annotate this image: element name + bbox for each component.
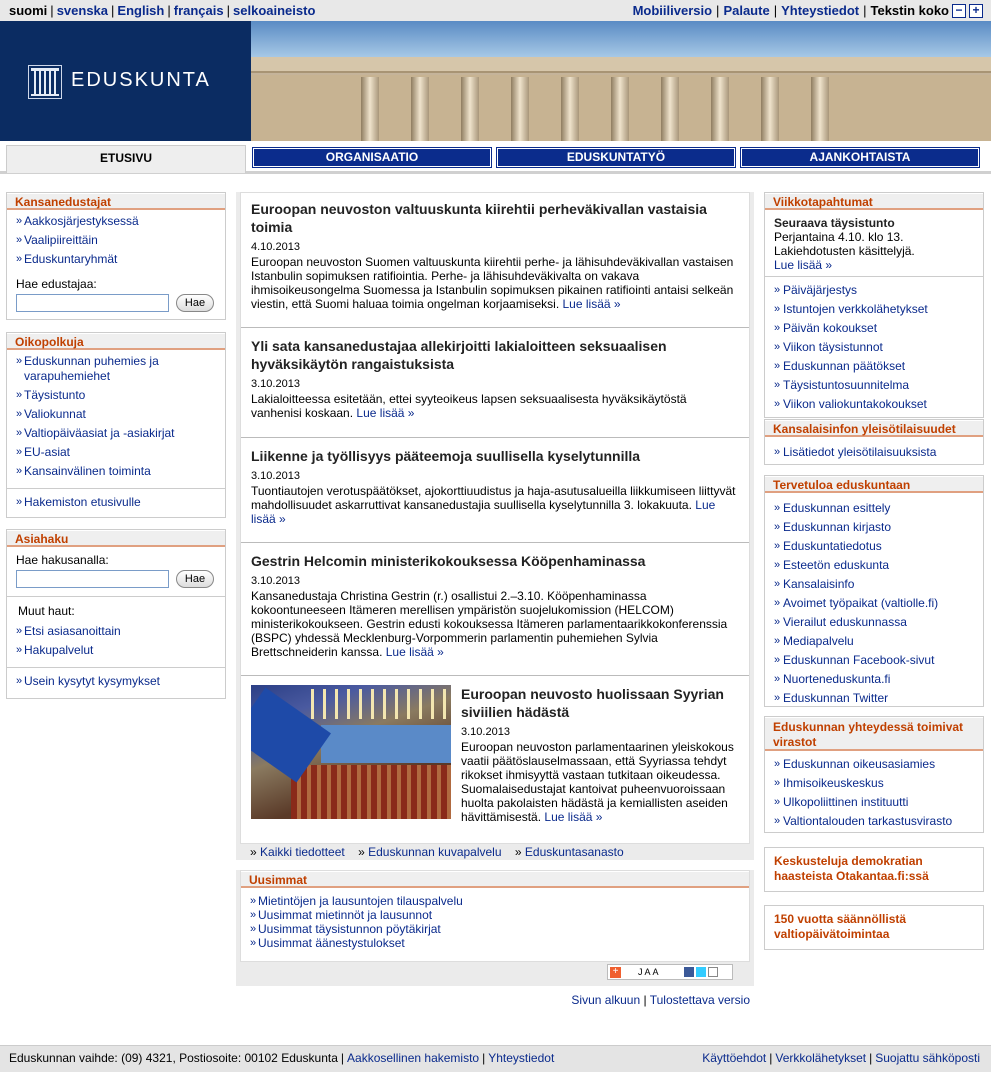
footer-contact-link[interactable]: Yhteystiedot — [488, 1051, 555, 1065]
list-item[interactable]: » Valtiontalouden tarkastusvirasto — [774, 812, 975, 831]
photo-service-link[interactable]: Eduskunnan kuvapalvelu — [368, 845, 502, 859]
addthis-plus-icon[interactable]: + — [610, 967, 621, 978]
secure-email-link[interactable]: Suojattu sähköposti — [875, 1051, 980, 1065]
list-item[interactable]: » Vaalipiireittäin — [16, 231, 217, 250]
news-body: Kansanedustaja Christina Gestrin (r.) osallistui 2.–3.10. Kööpenhaminassa kokoontuneeseen Itämeren merellisen ympäristön suojelukomission (HELCOM) ministerikokoukseen. Gestrin edusti kokouksessa Itämeren parlamentaarikkokonferenssia (BSPC) yhdessä Mecklenburg-Vorpommerin parlamentin puhemiehen Sylvia Brettschneiderin kanssa. — [251, 589, 728, 659]
list-item[interactable]: » Mietintöjen ja lausuntojen tilauspalvelu — [250, 894, 741, 908]
news-item — [241, 193, 749, 328]
list-item[interactable]: » Valtiopäiväasiat ja -asiakirjat — [16, 424, 217, 443]
newest-box-title: Uusimmat — [241, 871, 749, 888]
list-item[interactable]: » Uusimmat mietinnöt ja lausunnot — [250, 908, 741, 922]
news-title[interactable]: Yli sata kansanedustajaa allekirjoitti lakialoitteen seksuaalisen hyväksikäytön rangaistuksista — [251, 338, 667, 372]
share-label[interactable]: JAA — [638, 967, 661, 977]
news-footer-links: » Kaikki tiedotteet » Eduskunnan kuvapalvelu » Eduskuntasanasto — [250, 845, 624, 859]
news-date: 3.10.2013 — [251, 575, 300, 587]
share-bar[interactable] — [607, 964, 733, 980]
list-item[interactable]: » Eduskunnan puhemies ja varapuhemiehet — [16, 352, 217, 386]
text-size-label: Tekstin koko — [870, 3, 949, 18]
doc-search-box — [6, 529, 226, 699]
lang-suomi[interactable]: suomi — [9, 3, 48, 18]
news-list — [240, 192, 750, 844]
search-mp-label: Hae edustajaa: — [16, 277, 97, 291]
shortcuts-box — [6, 332, 226, 518]
news-body: Euroopan neuvoston parlamentaarinen yleiskokous vaatii päätöslauselmassaan, että Syyriassa tehdyt rikokset ihmisyyttä vastaan tutkitaan oikeudessa. Suomalaisedustajat kantoivat puheenvuoroissaan huolta pakolaisten hädästä ja kemiallisten aseiden hävittämisestä. — [461, 740, 734, 824]
mobile-version-link[interactable]: Mobiiliversio — [632, 3, 713, 18]
read-more-link[interactable]: Lue lisää » — [356, 406, 415, 420]
tab-ajankohtaista[interactable]: AJANKOHTAISTA — [741, 148, 979, 167]
week-events-title: Viikkotapahtumat — [765, 193, 983, 210]
next-session-text: Perjantaina 4.10. klo 13. Lakiehdotusten käsittelyjä. — [774, 230, 915, 258]
list-item[interactable]: » Eduskunnan oikeusasiamies — [774, 755, 975, 774]
news-title[interactable]: Euroopan neuvosto huolissaan Syyrian siviilien hädästä — [461, 686, 724, 720]
read-more-link[interactable]: Lue lisää » — [562, 297, 621, 311]
list-item[interactable]: » Eduskunnan Facebook-sivut — [774, 651, 975, 670]
parliament-logo-icon[interactable] — [28, 65, 62, 99]
next-session-title: Seuraava täysistunto — [774, 216, 895, 230]
search-mp-button[interactable]: Hae — [176, 294, 214, 312]
webcasts-link[interactable]: Verkkolähetykset — [775, 1051, 867, 1065]
list-item[interactable]: » Eduskuntaryhmät — [16, 250, 217, 269]
main-navigation — [0, 141, 991, 174]
news-body: Tuontiautojen verotuspäätökset, ajokorttiuudistus ja haja-asutusalueilla liikkumiseen liittyvät mahdollisuudet askarruttivat kansanedustajia suullisella kyselytunnilla 3. lokakuuta. — [251, 484, 736, 512]
welcome-box — [764, 475, 984, 707]
list-item[interactable]: » Hakupalvelut — [16, 641, 217, 660]
news-date: 4.10.2013 — [251, 241, 300, 253]
all-releases-link[interactable]: Kaikki tiedotteet — [260, 845, 345, 859]
week-events-box — [764, 192, 984, 418]
mps-box-title: Kansanedustajat — [7, 193, 225, 210]
list-item[interactable]: » Uusimmat täysistunnon pöytäkirjat — [250, 922, 741, 936]
list-item[interactable]: » Eduskuntatiedotus — [774, 537, 975, 556]
news-date: 3.10.2013 — [251, 378, 300, 390]
feedback-link[interactable]: Palaute — [723, 3, 770, 18]
list-item[interactable]: » Istuntojen verkkolähetykset — [774, 300, 975, 319]
news-body: Euroopan neuvoston Suomen valtuuskunta kiirehtii perhe- ja lähisuhdeväkivallan vastaisen Istanbulin sopimuksen ratifiointia. Perhe- ja lähisuhdeväkivalta on vakava ihmisoikeusongelma Suomessa ja Istanbulin sopimuksen pikainen ratifiointi antaisi selkeän viestin, että Suomi haluaa toimia ongelman korjaamiseksi. — [251, 255, 734, 311]
email-icon[interactable] — [708, 967, 718, 977]
utility-links: Mobiiliversio | Palaute | Yhteystiedot | Tekstin koko − + — [633, 0, 983, 21]
tab-eduskuntatyo[interactable]: EDUSKUNTATYÖ — [497, 148, 735, 167]
list-item[interactable]: » Eduskunnan esittely — [774, 499, 975, 518]
list-item[interactable]: » Eduskunnan Twitter — [774, 689, 975, 708]
welcome-title: Tervetuloa eduskuntaan — [765, 476, 983, 493]
list-item[interactable]: » Valiokunnat — [16, 405, 217, 424]
mps-box — [6, 192, 226, 320]
list-item[interactable]: » Vierailut eduskunnassa — [774, 613, 975, 632]
list-item[interactable]: » Avoimet työpaikat (valtiolle.fi) — [774, 594, 975, 613]
anniversary-promo[interactable]: 150 vuotta säännöllistä valtiopäivätoimintaa — [764, 905, 984, 950]
site-header — [0, 21, 991, 141]
search-term-label: Hae hakusanalla: — [16, 553, 109, 567]
search-term-button[interactable]: Hae — [176, 570, 214, 588]
facebook-icon[interactable] — [684, 967, 694, 977]
list-item[interactable]: » Viikon täysistunnot — [774, 338, 975, 357]
list-item[interactable]: » Ulkopoliittinen instituutti — [774, 793, 975, 812]
news-body: Lakialoitteessa esitetään, ettei syyteoikeus lapsen seksuaalisesta hyväksikäytöstä vanhenisi koskaan. — [251, 392, 687, 420]
agencies-box — [764, 716, 984, 833]
list-item[interactable]: » Uusimmat äänestystulokset — [250, 936, 741, 950]
lang-english[interactable]: English — [117, 3, 165, 18]
page-bottom-links: Sivun alkuun | Tulostettava versio — [571, 993, 750, 1007]
list-item[interactable]: » Päiväjärjestys — [774, 281, 975, 300]
lang-francais[interactable]: français — [173, 3, 224, 18]
glossary-link[interactable]: Eduskuntasanasto — [524, 845, 624, 859]
read-more-link[interactable]: Lue lisää » — [544, 810, 603, 824]
news-item — [241, 543, 749, 676]
tab-etusivu[interactable]: ETUSIVU — [6, 145, 246, 173]
newest-box — [236, 870, 754, 986]
decrease-text-size-button[interactable]: − — [952, 4, 966, 18]
news-title[interactable]: Liikenne ja työllisyys pääteemoja suullisella kyselytunnilla — [251, 448, 641, 464]
citizen-info-box — [764, 419, 984, 465]
twitter-icon[interactable] — [696, 967, 706, 977]
list-item[interactable]: » Ihmisoikeuskeskus — [774, 774, 975, 793]
news-title[interactable]: Gestrin Helcomin ministerikokouksessa Kööpenhaminassa — [251, 553, 646, 569]
alphabetical-index-link[interactable]: Aakkosellinen hakemisto — [347, 1051, 480, 1065]
news-item-featured — [241, 676, 749, 844]
doc-search-box-title: Asiahaku — [7, 530, 225, 547]
list-item[interactable]: » Täysistunto — [16, 386, 217, 405]
list-item[interactable]: » EU-asiat — [16, 443, 217, 462]
other-searches-label: Muut haut: — [18, 604, 75, 618]
next-session-more-link[interactable]: Lue lisää » — [774, 258, 833, 272]
directory-home-link[interactable]: » Hakemiston etusivulle — [16, 493, 217, 512]
list-item[interactable]: » Täysistuntosuunnitelma — [774, 376, 975, 395]
increase-text-size-button[interactable]: + — [969, 4, 983, 18]
list-item[interactable]: » Aakkosjärjestyksessä — [16, 212, 217, 231]
contact-link[interactable]: Yhteystiedot — [781, 3, 860, 18]
agencies-title: Eduskunnan yhteydessä toimivat virastot — [765, 717, 983, 751]
list-item[interactable]: » Kansalaisinfo — [774, 575, 975, 594]
lang-selkoaineisto[interactable]: selkoaineisto — [233, 3, 316, 18]
otakantaa-promo[interactable]: Keskusteluja demokratian haasteista Otakantaa.fi:ssä — [764, 847, 984, 892]
top-bar — [0, 0, 991, 21]
lang-svenska[interactable]: svenska — [56, 3, 109, 18]
tab-organisaatio[interactable]: ORGANISAATIO — [253, 148, 491, 167]
site-footer: Eduskunnan vaihde: (09) 4321, Postiosoite: 00102 Eduskunta | Aakkosellinen hakemisto | Yhteystiedot Käyttöehdot | Verkkolähetykset | Suojattu sähköposti — [0, 1045, 991, 1072]
parliament-building-image — [251, 21, 991, 141]
terms-link[interactable]: Käyttöehdot — [702, 1051, 767, 1065]
news-title[interactable]: Euroopan neuvoston valtuuskunta kiirehtii perheväkivallan vastaisia toimia — [251, 201, 707, 235]
news-area — [236, 192, 754, 860]
news-date: 3.10.2013 — [251, 470, 300, 482]
print-version-link[interactable]: Tulostettava versio — [649, 993, 750, 1007]
list-item[interactable]: » Eduskunnan päätökset — [774, 357, 975, 376]
list-item[interactable]: » Nuorteneduskunta.fi — [774, 670, 975, 689]
faq-link[interactable]: » Usein kysytyt kysymykset — [16, 672, 217, 691]
list-item[interactable]: » Kansainvälinen toiminta — [16, 462, 217, 481]
search-term-input[interactable] — [16, 570, 169, 588]
list-item[interactable]: » Mediapalvelu — [774, 632, 975, 651]
read-more-link[interactable]: Lue lisää » — [385, 645, 444, 659]
list-item[interactable]: » Lisätiedot yleisötilaisuuksista — [774, 443, 975, 462]
list-item[interactable]: » Esteetön eduskunta — [774, 556, 975, 575]
citizen-info-title: Kansalaisinfon yleisötilaisuudet — [765, 420, 983, 437]
news-item — [241, 438, 749, 543]
assembly-photo[interactable] — [251, 685, 451, 819]
list-item[interactable]: » Eduskunnan kirjasto — [774, 518, 975, 537]
footer-contact-info: Eduskunnan vaihde: (09) 4321, Postiosoite: 00102 Eduskunta — [9, 1051, 338, 1065]
search-mp-input[interactable] — [16, 294, 169, 312]
back-to-top-link[interactable]: Sivun alkuun — [571, 993, 641, 1007]
read-more-link[interactable]: Lue lisää » — [251, 498, 716, 526]
news-date: 3.10.2013 — [461, 726, 510, 738]
list-item[interactable]: » Etsi asiasanoittain — [16, 622, 217, 641]
shortcuts-box-title: Oikopolkuja — [7, 333, 225, 350]
list-item[interactable]: » Viikon valiokuntakokoukset — [774, 395, 975, 414]
language-links: suomi | svenska | English | français | selkoaineisto — [9, 3, 316, 18]
site-logo-text[interactable]: EDUSKUNTA — [71, 69, 211, 91]
list-item[interactable]: » Päivän kokoukset — [774, 319, 975, 338]
news-item — [241, 328, 749, 438]
